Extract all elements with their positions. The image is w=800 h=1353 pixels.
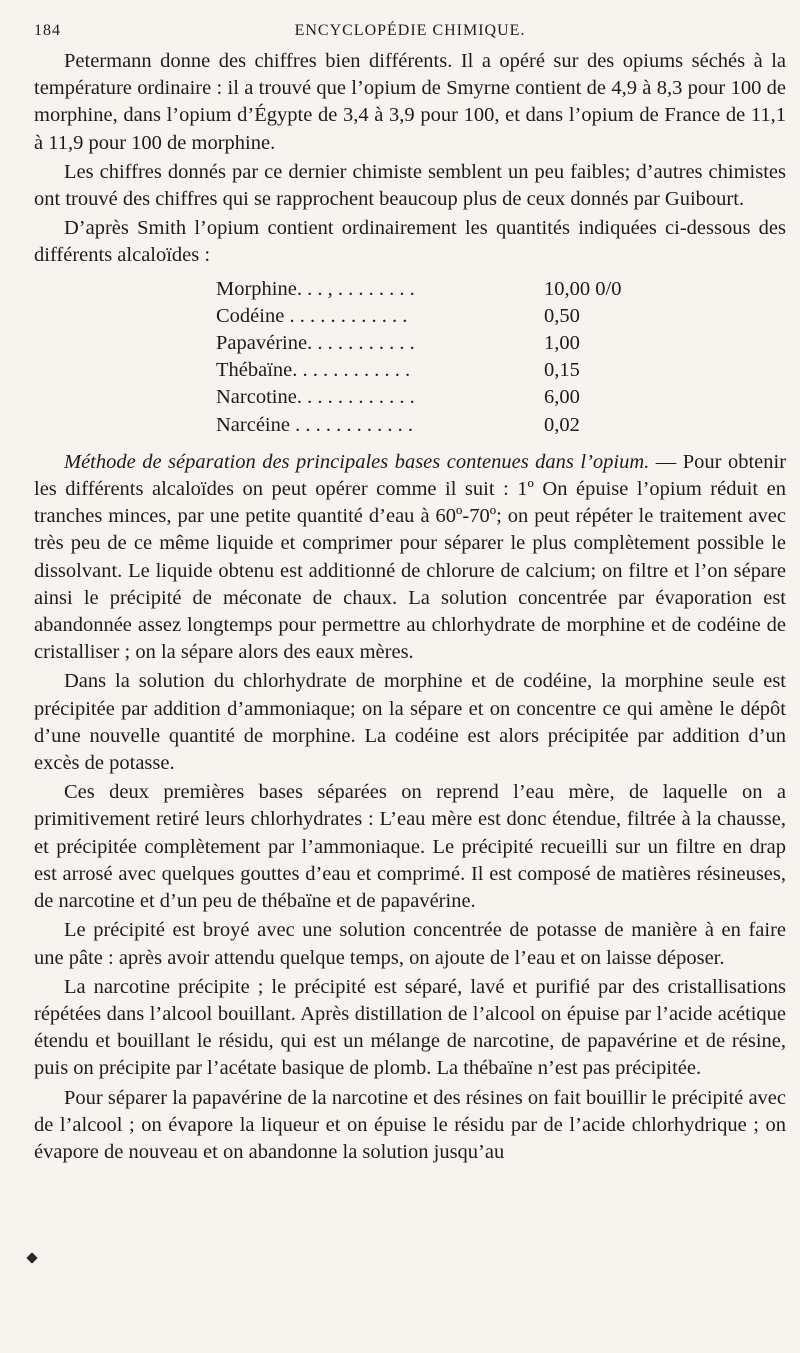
section-dash: — (649, 450, 677, 473)
alkaloid-name: Narcéine . . . . . . . . . . . . (216, 413, 413, 436)
table-row (216, 303, 646, 330)
paragraph-smith: D’après Smith l’opium contient ordinairement les quantités indiquées ci-dessous des différents alcaloïdes : (34, 217, 786, 267)
alkaloid-table (216, 276, 786, 439)
table-row (216, 276, 646, 303)
page-header (34, 12, 786, 48)
table-row (216, 330, 646, 357)
paragraph-potasse: Le précipité est broyé avec une solution concentrée de potasse de manière à en faire une pâte : après avoir attendu quelque temps, on ajoute de l’eau et on laisse déposer. (34, 919, 786, 969)
table-row (216, 357, 646, 384)
paragraph-eau-mere: Ces deux premières bases séparées on reprend l’eau mère, de laquelle on a primitivement retiré leurs chlorhydrates : L’eau mère est donc étendue, filtrée à la chausse, et précipitée complètement par l’ammoniaque. Le précipité recueilli sur un filtre en drap est arrosé avec quelques gouttes d’eau et comprimé. Il est composé de matières résineuses, de narcotine et d’un peu de thébaïne et de papavérine. (34, 781, 786, 913)
method-text: Pour obtenir les différents alcaloïdes on peut opérer comme il suit : 1º On épuise l’opium réduit en tranches minces, par une petite quantité d’eau à 60º-70º; on peut répéter le traitement avec très peu de ce même liquide et comprimer pour séparer le plus complètement possible le dissolvant. Le liquide obtenu est additionné de chlorure de calcium; on filtre et l’on sépare ainsi le précipité de méconate de chaux. La solution concentrée par évaporation est abandonnée assez longtemps pour permettre au chlorhydrate de morphine et de codéine de cristalliser ; on la sépare alors des eaux mères. (34, 450, 787, 664)
alkaloid-value: 0,15 (544, 359, 580, 382)
paragraph-chimistes: Les chiffres donnés par ce dernier chimiste semblent un peu faibles; d’autres chimistes ont trouvé des chiffres qui se rapprochent beaucoup plus de ceux donnés par Guibourt. (34, 160, 786, 211)
table-row (216, 384, 646, 411)
alkaloid-value: 10,00 0/0 (544, 277, 622, 300)
paragraph-papaverine: Pour séparer la papavérine de la narcotine et des résines on fait bouillir le précipité avec de l’alcool ; on évapore la liqueur et on épuise le résidu par de l’acide chlorhydrique ; on évapore de nouveau et on abandonne la solution jusqu’au (34, 1086, 786, 1163)
alkaloid-value: 1,00 (544, 332, 580, 355)
table-row (216, 412, 646, 439)
paragraph-method (34, 449, 786, 667)
alkaloid-value: 6,00 (544, 386, 580, 409)
section-title: Méthode de séparation des principales bases contenues dans l’opium. (64, 450, 650, 473)
alkaloid-name: Narcotine. . . . . . . . . . . . (216, 386, 415, 409)
alkaloid-name: Codéine . . . . . . . . . . . . (216, 304, 408, 327)
alkaloid-name: Thébaïne. . . . . . . . . . . . (216, 359, 411, 382)
ink-mark-icon (26, 1252, 37, 1263)
paragraph-solution: Dans la solution du chlorhydrate de morphine et de codéine, la morphine seule est précipitée par addition d’ammoniaque; on la sépare et on concentre ce qui amène le dépôt d’une nouvelle quantité de morphine. La codéine est alors précipitée par addition d’un excès de potasse. (34, 670, 786, 775)
alkaloid-name: Papavérine. . . . . . . . . . . (216, 332, 415, 355)
paragraph-petermann: Petermann donne des chiffres bien différents. Il a opéré sur des opiums séchés à la température ordinaire : il a trouvé que l’opium de Smyrne contient de 4,9 à 8,3 pour 100 de morphine, dans l’opium d’Égypte de 3,4 à 3,9 pour 100, et dans l’opium de France de 11,1 à 11,9 pour 100 de morphine. (34, 50, 786, 154)
alkaloid-value: 0,02 (544, 413, 580, 436)
alkaloid-value: 0,50 (544, 304, 580, 327)
alkaloid-name: Morphine. . . , . . . . . . . . (216, 277, 415, 300)
page-number: 184 (34, 22, 61, 39)
running-title: ENCYCLOPÉDIE CHIMIQUE. (294, 22, 526, 39)
paragraph-narcotine: La narcotine précipite ; le précipité est séparé, lavé et purifié par des cristallisations répétées dans l’alcool bouillant. Après distillation de l’alcool on épuise par l’acide acétique étendu et bouillant le résidu, qui est un mélange de narcotine, de papavérine et de résine, puis on précipite par l’acétate basique de plomb. La thébaïne n’est pas précipitée. (34, 975, 786, 1080)
